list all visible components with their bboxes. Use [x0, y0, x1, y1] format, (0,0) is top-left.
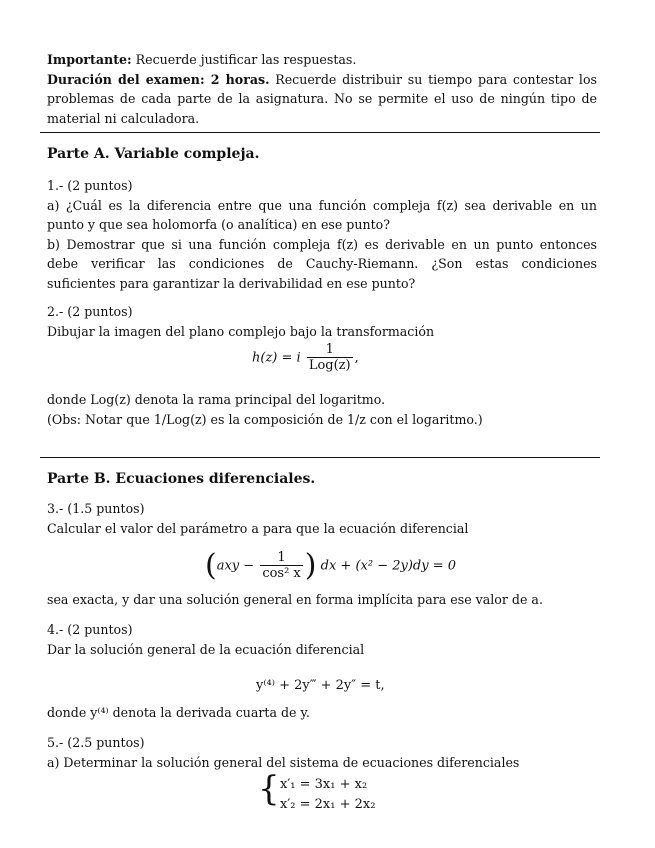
- problem-5-statement: a) Determinar la solución general del sistema de ecuaciones diferenciales: [47, 754, 520, 770]
- equation-exact: [205, 550, 456, 582]
- part-b-title: Parte B. Ecuaciones diferenciales.: [47, 471, 316, 487]
- equation-h-den: Log(z): [308, 358, 351, 373]
- equation-ode: y⁽⁴⁾ + 2y‴ + 2y″ = t,: [256, 678, 385, 693]
- equation-exact-num: 1: [260, 550, 302, 566]
- problem-5-number: 5.- (2.5 puntos): [47, 735, 145, 750]
- equation-h-num: 1: [307, 342, 353, 358]
- equation-exact-open: (: [205, 548, 217, 583]
- problem-1: [47, 176, 597, 293]
- problem-4-after: donde y⁽⁴⁾ denota la derivada cuarta de y.: [47, 705, 310, 720]
- problem-3-statement: Calcular el valor del parámetro a para que la ecuación diferencial: [47, 520, 469, 536]
- problem-3-head: [47, 499, 597, 538]
- problem-1-a: a) ¿Cuál es la diferencia entre que una función compleja f(z) sea derivable en un punto y que sea holomorfa (o analítica) en ese punto?: [47, 197, 597, 232]
- problem-2-statement: Dibujar la imagen del plano complejo bajo la transformación: [47, 323, 435, 339]
- problem-2-note: (Obs: Notar que 1/Log(z) es la composición de 1/z con el logaritmo.): [47, 411, 483, 427]
- important-line: [47, 50, 597, 70]
- equation-h: [252, 342, 359, 374]
- equation-exact-close: ): [304, 548, 317, 583]
- divider-top: [40, 132, 600, 133]
- equation-exact-rest: dx + (x² − 2y)dy = 0: [320, 558, 457, 574]
- problem-3-number: 3.- (1.5 puntos): [47, 501, 145, 516]
- duration-text: Recuerde distribuir su tiempo para contestar los problemas de cada parte de la asignatura. No se permite el uso de ningún tipo de material ni calculadora.: [47, 71, 597, 126]
- system-line-2: x′₂ = 2x₁ + 2x₂: [280, 797, 376, 812]
- problem-1-b: b) Demostrar que si una función compleja f(z) es derivable en un punto entonces debe verificar las condiciones de Cauchy-Riemann. ¿Son estas condiciones suficientes para garantizar la derivabilidad en ese punto?: [47, 236, 597, 291]
- equation-h-lhs: h(z) = i: [252, 350, 301, 366]
- problem-1-number: 1.- (2 puntos): [47, 178, 133, 193]
- important-label: Importante:: [47, 52, 132, 67]
- problem-2-head: [47, 302, 597, 341]
- problem-4-statement: Dar la solución general de la ecuación diferencial: [47, 641, 365, 657]
- problem-2-tail: [47, 390, 597, 429]
- duration-line: [47, 70, 597, 129]
- equation-exact-a: axy −: [216, 558, 255, 574]
- important-text: Recuerde justificar las respuestas.: [131, 52, 357, 67]
- problem-2-where: donde Log(z) denota la rama principal del logaritmo.: [47, 392, 386, 407]
- problem-5-head: [47, 733, 597, 772]
- problem-4-number: 4.- (2 puntos): [47, 622, 133, 637]
- equation-exact-fraction: [260, 550, 302, 582]
- equation-h-end: ,: [354, 350, 359, 366]
- part-a-title: Parte A. Variable compleja.: [47, 146, 260, 162]
- system-line-1: x′₁ = 3x₁ + x₂: [280, 777, 368, 792]
- system-brace: {: [258, 769, 280, 809]
- equation-h-fraction: [307, 342, 353, 374]
- duration-label: Duración del examen: 2 horas.: [47, 71, 270, 87]
- problem-4-head: [47, 620, 597, 659]
- header-instructions: [47, 50, 597, 128]
- divider-middle: [40, 457, 600, 458]
- problem-2-number: 2.- (2 puntos): [47, 304, 133, 319]
- equation-exact-den: cos² x: [262, 566, 301, 581]
- problem-3-after: sea exacta, y dar una solución general en forma implícita para ese valor de a.: [47, 592, 543, 607]
